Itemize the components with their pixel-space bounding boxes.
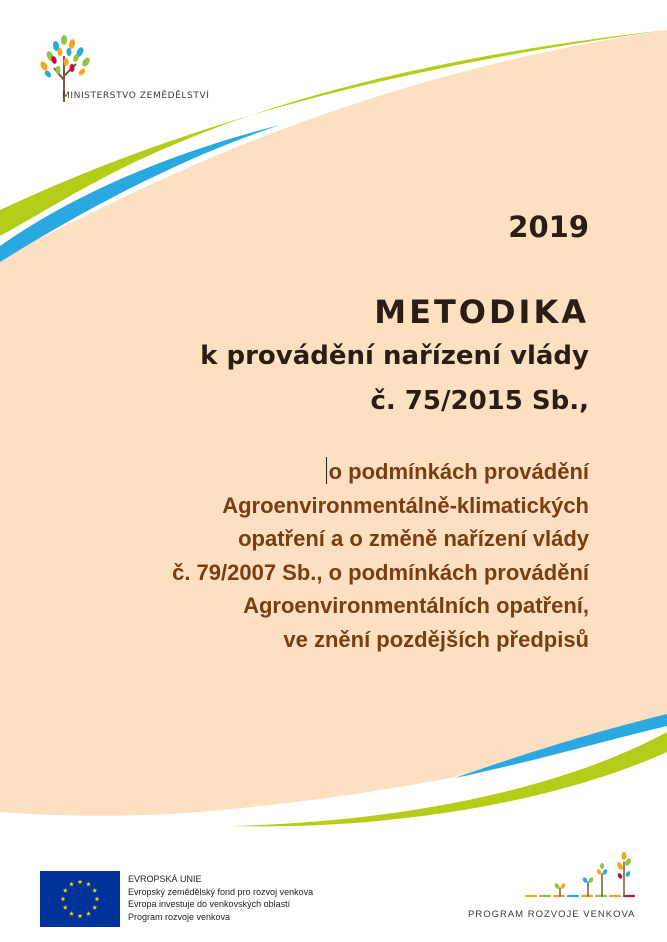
- document-title: METODIKA: [374, 293, 589, 331]
- text-cursor: [326, 457, 327, 484]
- eu-line-2: Evropský zemědělský fond pro rozvoj venkova: [128, 886, 314, 897]
- program-rozvoje-venkova-logo: [520, 852, 645, 904]
- document-year: 2019: [508, 210, 589, 244]
- eu-line-4: Program rozvoje venkova: [128, 911, 231, 922]
- description-line-6: ve znění pozdějších předpisů: [283, 626, 589, 652]
- ministry-name: MINISTERSTVO ZEMĚDĚLSTVÍ: [62, 91, 210, 101]
- document-description: [29, 455, 589, 656]
- description-line-4: č. 79/2007 Sb., o podmínkách provádění: [172, 559, 589, 585]
- description-line-5: Agroenvironmentálních opatření,: [243, 593, 589, 618]
- eu-line-3: Evropa investuje do venkovských oblastí: [128, 899, 291, 909]
- description-line-1: o podmínkách provádění: [29, 455, 589, 489]
- document-subtitle-line-2: č. 75/2015 Sb.,: [370, 386, 589, 416]
- eu-line-1: EVROPSKÁ UNIE: [128, 874, 202, 884]
- description-line-3: opatření a o změně nařízení vlády: [238, 526, 589, 551]
- eu-flag-icon: [40, 871, 120, 927]
- document-subtitle-line-1: k provádění nařízení vlády: [200, 341, 589, 371]
- description-line-2: Agroenvironmentálně-klimatických: [222, 492, 589, 518]
- program-name: PROGRAM ROZVOJE VENKOVA: [468, 909, 636, 920]
- eu-funding-text: [128, 873, 313, 923]
